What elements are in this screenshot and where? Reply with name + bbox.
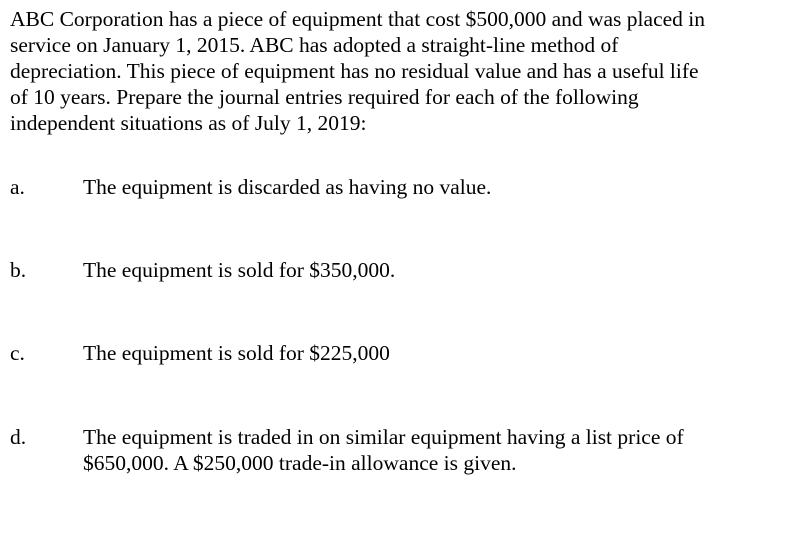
intro-line: ABC Corporation has a piece of equipment that cost $500,000 and was placed in: [10, 7, 706, 31]
item-text: [83, 424, 783, 476]
problem-intro: [10, 6, 790, 136]
item-letter: a.: [10, 175, 25, 199]
item-text-line: The equipment is traded in on similar equipment having a list price of: [83, 425, 684, 449]
intro-line: depreciation. This piece of equipment has no residual value and has a useful life: [10, 59, 699, 83]
item-text-line: The equipment is sold for $225,000: [83, 341, 390, 365]
item-text: [83, 174, 783, 200]
item-letter: b.: [10, 258, 27, 282]
item-letter: d.: [10, 425, 27, 449]
item-letter: c.: [10, 341, 25, 365]
item-text: [83, 340, 783, 366]
intro-line: of 10 years. Prepare the journal entries required for each of the following: [10, 85, 639, 109]
item-text: [83, 257, 783, 283]
item-text-line: $650,000. A $250,000 trade-in allowance is given.: [83, 451, 517, 475]
item-text-line: The equipment is discarded as having no value.: [83, 175, 492, 199]
intro-line: service on January 1, 2015. ABC has adopted a straight-line method of: [10, 33, 619, 57]
problem-document: [10, 6, 790, 475]
intro-line: independent situations as of July 1, 2019:: [10, 111, 367, 135]
item-text-line: The equipment is sold for $350,000.: [83, 258, 396, 282]
